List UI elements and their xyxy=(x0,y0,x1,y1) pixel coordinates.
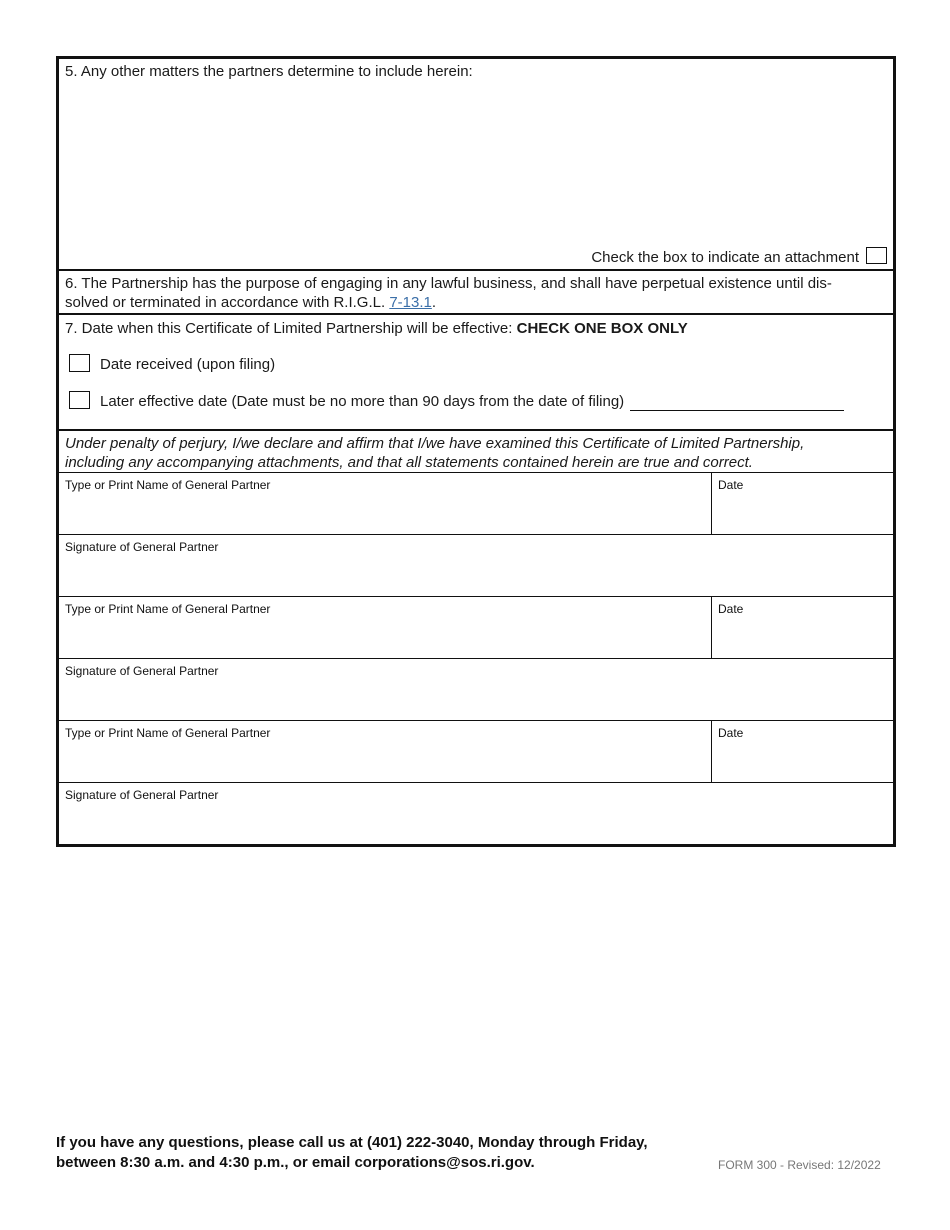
section-5-other-matters[interactable] xyxy=(59,59,893,269)
contact-footer xyxy=(56,1133,648,1173)
partner-3-name-row xyxy=(59,720,893,782)
declaration xyxy=(59,429,893,472)
later-date-label-text: Later effective date (Date must be no more than 90 days from the date of filing) xyxy=(100,393,625,410)
later-date-label xyxy=(100,392,844,411)
partner-1-name-row xyxy=(59,472,893,534)
section-6-line1: 6. The Partnership has the purpose of engaging in any lawful business, and shall have perpetual existence until dis- xyxy=(65,275,832,292)
section-7-label xyxy=(65,319,688,338)
partner-2-date-label: Date xyxy=(718,602,744,616)
partner-2-date-field[interactable] xyxy=(712,597,893,658)
date-received-label: Date received (upon filing) xyxy=(100,356,276,373)
section-6-line2: solved or terminated in accordance with R.I.G.L. xyxy=(65,294,390,311)
footer-line1: If you have any questions, please call us at (401) 222-3040, Monday through Friday, xyxy=(56,1134,648,1151)
certificate-form xyxy=(56,56,896,847)
later-date-blank[interactable] xyxy=(630,395,844,411)
partner-3-name-field[interactable] xyxy=(59,721,712,782)
section-7-effective-date xyxy=(59,313,893,429)
section-7-label-text: 7. Date when this Certificate of Limited Partnership will be effective: xyxy=(65,320,517,337)
section-6-text xyxy=(65,274,885,312)
partner-3-name-label: Type or Print Name of General Partner xyxy=(65,726,271,740)
declaration-text xyxy=(65,434,804,472)
partner-2-signature-label: Signature of General Partner xyxy=(65,664,219,678)
check-one-box-only: CHECK ONE BOX ONLY xyxy=(516,320,688,337)
section-5-label: 5. Any other matters the partners determine to include herein: xyxy=(65,63,473,80)
partner-2-name-row xyxy=(59,596,893,658)
declaration-line1: Under penalty of perjury, I/we declare and affirm that I/we have examined this Certificate of Limited Partnership, xyxy=(65,435,805,452)
section-6-line2-end: . xyxy=(431,294,437,311)
partner-2-signature-field[interactable] xyxy=(59,658,893,720)
rigl-link[interactable]: 7-13.1 xyxy=(389,294,432,311)
declaration-line2: including any accompanying attachments, and that all statements contained herein are true and correct. xyxy=(65,454,753,471)
partner-1-date-field[interactable] xyxy=(712,473,893,534)
later-date-checkbox[interactable] xyxy=(69,391,90,409)
partner-2-name-field[interactable] xyxy=(59,597,712,658)
date-received-checkbox[interactable] xyxy=(69,354,90,372)
footer-line2: between 8:30 a.m. and 4:30 p.m., or email corporations@sos.ri.gov. xyxy=(56,1154,535,1171)
attachment-label: Check the box to indicate an attachment xyxy=(591,249,859,266)
partner-1-name-field[interactable] xyxy=(59,473,712,534)
partner-2-name-label: Type or Print Name of General Partner xyxy=(65,602,271,616)
partner-3-date-label: Date xyxy=(718,726,744,740)
attachment-checkbox[interactable] xyxy=(866,247,887,264)
partner-3-signature-label: Signature of General Partner xyxy=(65,788,219,802)
partner-1-name-label: Type or Print Name of General Partner xyxy=(65,478,271,492)
partner-1-signature-label: Signature of General Partner xyxy=(65,540,219,554)
partner-3-signature-field[interactable] xyxy=(59,782,893,844)
section-6-purpose xyxy=(59,269,893,313)
partner-1-date-label: Date xyxy=(718,478,744,492)
partner-1-signature-field[interactable] xyxy=(59,534,893,596)
form-number: FORM 300 - Revised: 12/2022 xyxy=(718,1158,881,1172)
partner-3-date-field[interactable] xyxy=(712,721,893,782)
